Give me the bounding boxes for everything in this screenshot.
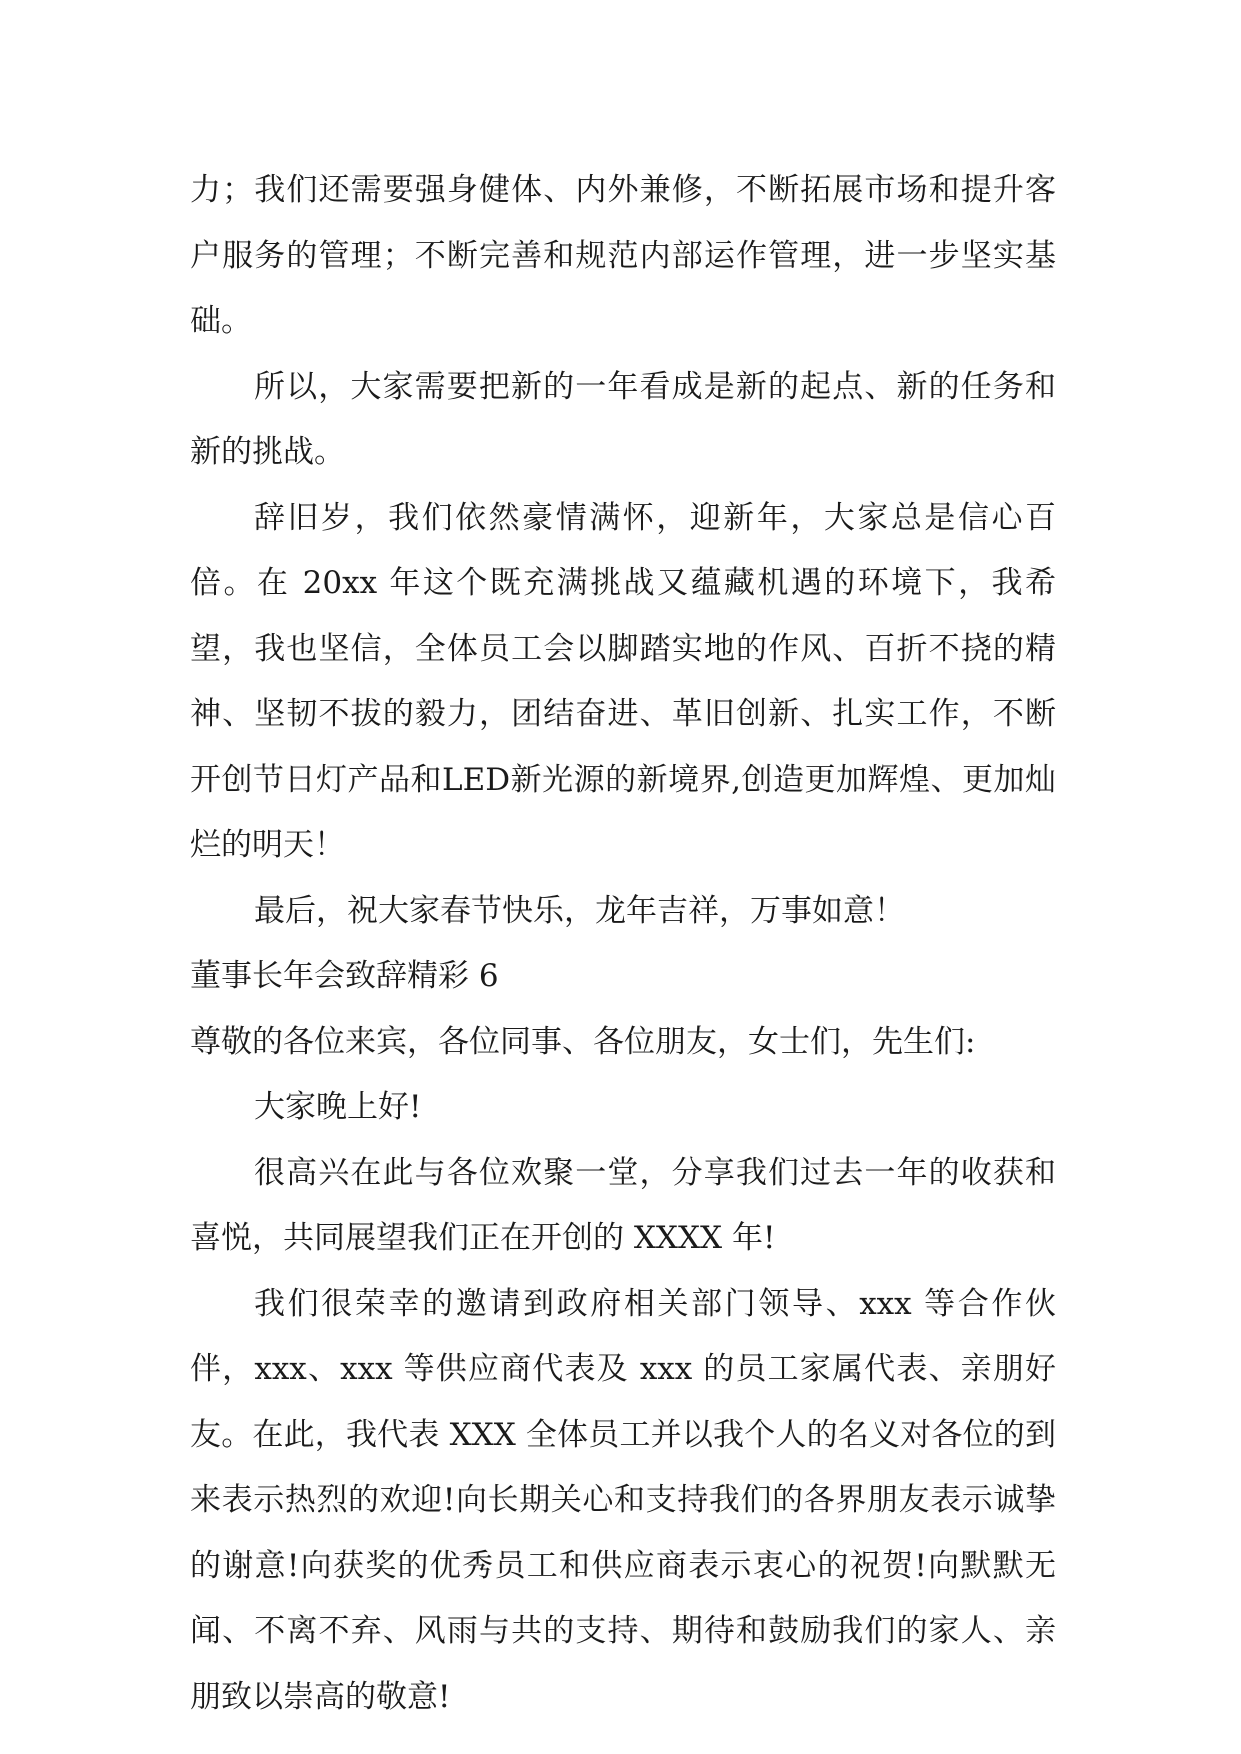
document-body — [190, 158, 1056, 1730]
paragraph-closing-wish: 最后，祝大家春节快乐，龙年吉祥，万事如意！ — [254, 892, 905, 929]
paragraph: 很高兴在此与各位欢聚一堂，分享我们过去一年的收获和喜悦，共同展望我们正在开创的 XXXX 年! — [190, 1154, 1056, 1256]
salutation: 尊敬的各位来宾，各位同事、各位朋友，女士们，先生们: — [190, 1023, 976, 1060]
paragraph: 辞旧岁，我们依然豪情满怀，迎新年，大家总是信心百倍。在 20xx 年这个既充满挑战又蕴藏机遇的环境下，我希望，我也坚信，全体员工会以脚踏实地的作风、百折不挠的精神、坚韧不拔的毅力，团结奋进、革旧创新、扎实工作，不断开创节日灯产品和LED新光源的新境界,创造更加辉煌、更加灿烂的明天！ — [190, 499, 1056, 863]
section-title: 董事长年会致辞精彩 6 — [190, 958, 499, 994]
paragraph-greeting: 大家晚上好! — [254, 1089, 422, 1125]
paragraph-continuation: 力；我们还需要强身健体、内外兼修，不断拓展市场和提升客户服务的管理；不断完善和规范内部运作管理，进一步坚实基础。 — [190, 172, 1056, 339]
paragraph: 我们很荣幸的邀请到政府相关部门领导、xxx 等合作伙伴，xxx、xxx 等供应商代表及 xxx 的员工家属代表、亲朋好友。在此，我代表 XXX 全体员工并以我个人的名义对各位的到来表示热烈的欢迎!向长期关心和支持我们的各界朋友表示诚挚的谢意!向获奖的优秀员工和供应商表示衷心的祝贺!向默默无闻、不离不弃、风雨与共的支持、期待和鼓励我们的家人、亲朋致以崇高的敬意! — [190, 1285, 1056, 1715]
paragraph: 所以，大家需要把新的一年看成是新的起点、新的任务和新的挑战。 — [190, 368, 1056, 470]
